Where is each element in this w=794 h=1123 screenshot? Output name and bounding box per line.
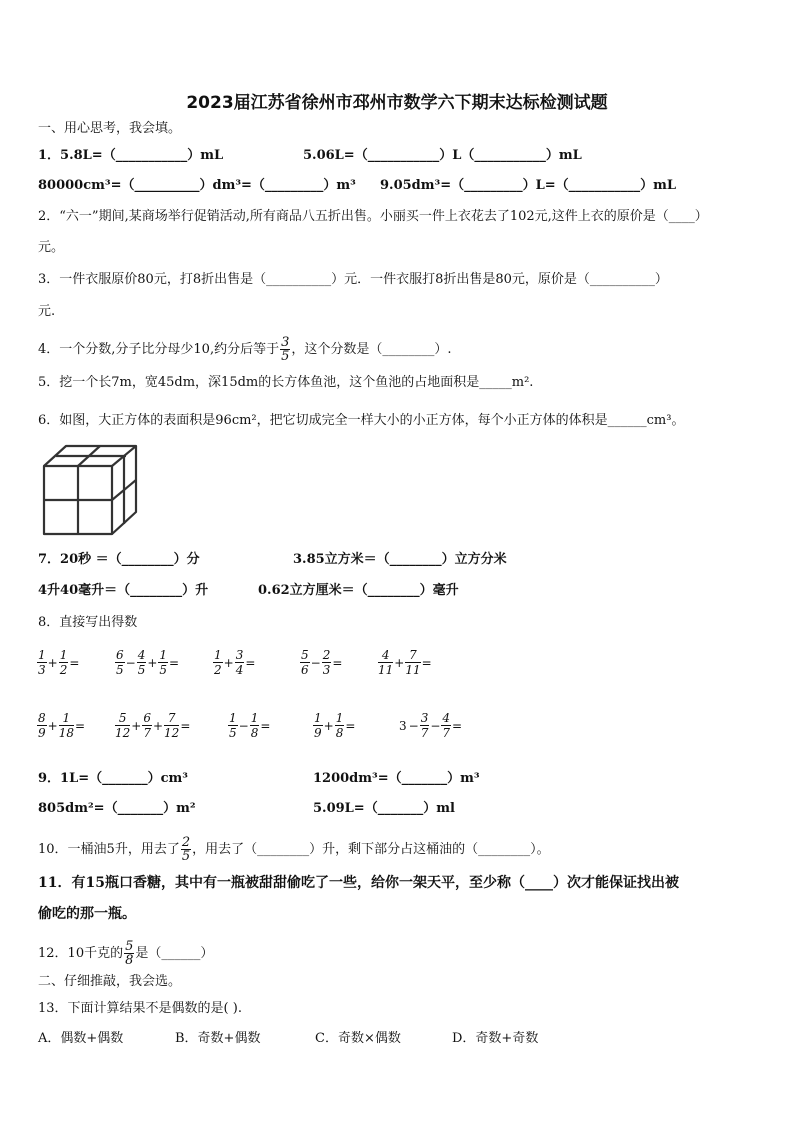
- q8-expression: [378, 648, 433, 677]
- q8-expression: [115, 648, 180, 677]
- q8-fraction: [228, 711, 238, 740]
- q4-fraction: [280, 336, 290, 363]
- q8-operator: +: [223, 655, 234, 670]
- q8-fraction: [37, 648, 47, 677]
- q9c: 805dm²=（_______）m²: [38, 801, 196, 816]
- q8-expression: [213, 648, 256, 677]
- q8-denominator: 9: [38, 726, 46, 740]
- q12: [38, 940, 213, 967]
- q2-cont: 元。: [38, 240, 65, 255]
- q4-denominator: 5: [281, 349, 290, 364]
- q8-fraction: [250, 711, 260, 740]
- q1d: 9.05dm³=（_________）L=（___________）mL: [380, 178, 677, 193]
- q8-fraction: [441, 711, 451, 740]
- q4: [38, 336, 452, 363]
- q8-operator: +: [323, 718, 334, 733]
- q7a: 7．20秒 ＝（________）分: [38, 552, 200, 567]
- q8-equals: =: [421, 655, 432, 670]
- q8-operator: −: [430, 718, 441, 733]
- q8-operator: +: [147, 655, 158, 670]
- q8-expression: [228, 711, 271, 740]
- q10-denominator: 5: [181, 849, 191, 864]
- q8-fraction: [115, 648, 125, 677]
- q12-text: 12．10千克的: [38, 946, 124, 961]
- q13-option-b: B．奇数+偶数: [175, 1031, 261, 1046]
- q8-fraction: [164, 711, 179, 740]
- q8-equals: =: [245, 655, 256, 670]
- q8-denominator: 2: [59, 663, 68, 677]
- q8-fraction: [420, 711, 430, 740]
- q8-denominator: 5: [159, 663, 168, 677]
- q8-fraction: [142, 711, 152, 740]
- q8-fraction: [313, 711, 323, 740]
- q8-equals: =: [260, 718, 271, 733]
- q8-denominator: 11: [405, 663, 421, 677]
- q10-text: 10．一桶油5升，用去了: [38, 842, 180, 857]
- q8-fraction: [322, 648, 332, 677]
- q13: 13．下面计算结果不是偶数的是( ).: [38, 1001, 242, 1016]
- q8-fraction: [378, 648, 393, 677]
- q3: 3．一件衣服原价80元，打8折出售是（__________）元．一件衣服打8折出售是80元，原价是（__________）: [38, 272, 668, 287]
- q8-fraction: [115, 711, 130, 740]
- q8-denominator: 8: [250, 726, 259, 740]
- q13-option-a: A．偶数+偶数: [38, 1031, 124, 1046]
- q8-numerator: 6: [143, 711, 151, 725]
- q8-operator: +: [152, 718, 164, 733]
- q4-numerator: 3: [281, 335, 290, 350]
- q8-expression: [115, 711, 191, 740]
- q4-text: 4．一个分数,分子比分母少10,约分后等于: [38, 342, 280, 357]
- q2: 2．“六一”期间,某商场举行促销活动,所有商品八五折出售。小丽买一件上衣花去了102元,这件上衣的原价是（____）: [38, 209, 708, 224]
- q8-fraction: [213, 648, 223, 677]
- q8-numerator: 1: [59, 711, 74, 726]
- q8-numerator: 1: [38, 648, 46, 662]
- q8-denominator: 6: [301, 663, 309, 677]
- q8-denominator: 18: [58, 726, 74, 740]
- q9a: 9．1L=（_______）cm³: [38, 771, 188, 786]
- q13-option-c: C．奇数×偶数: [315, 1031, 401, 1046]
- q8-denominator: 9: [314, 726, 322, 740]
- q8-numerator: 3: [420, 711, 429, 725]
- q8-numerator: 1: [229, 711, 237, 725]
- q4-text-end: ，这个分数是（________）.: [291, 342, 452, 357]
- q8-numerator: 4: [442, 711, 451, 725]
- q8-denominator: 3: [322, 663, 331, 677]
- q8-denominator: 11: [378, 663, 394, 677]
- section-1-heading: 一、用心思考，我会填。: [38, 121, 182, 136]
- q8-operator: +: [394, 655, 405, 670]
- q8-expression: [37, 648, 80, 677]
- q8-equals: =: [74, 718, 86, 733]
- q8-numerator: 5: [301, 648, 309, 662]
- q8-whole-number: 3: [399, 718, 407, 733]
- q1c: 80000cm³=（__________）dm³=（_________）m³: [38, 178, 356, 193]
- q7c: 4升40毫升＝（________）升: [38, 583, 209, 598]
- q8-expression: [300, 648, 343, 677]
- q3-cont: 元.: [38, 304, 56, 319]
- q8-fraction: [405, 648, 420, 677]
- q8-operator: −: [238, 718, 249, 733]
- q8-fraction: [59, 711, 74, 740]
- q8: 8．直接写出得数: [38, 615, 138, 630]
- q9b: 1200dm³=（_______）m³: [313, 771, 480, 786]
- q8-numerator: 1: [159, 648, 168, 662]
- q8-numerator: 1: [59, 648, 68, 662]
- q8-numerator: 1: [250, 711, 259, 725]
- q8-fraction: [300, 648, 310, 677]
- q12-text-end: 是（______）: [135, 946, 214, 961]
- q8-fraction: [158, 648, 168, 677]
- q8-equals: =: [452, 718, 463, 733]
- q12-numerator: 5: [125, 939, 134, 954]
- q8-expression: [37, 711, 86, 740]
- q8-denominator: 5: [229, 726, 237, 740]
- q8-operator: −: [310, 655, 321, 670]
- q8-numerator: 3: [235, 648, 244, 662]
- q8-numerator: 1: [335, 711, 344, 725]
- q8-numerator: 8: [38, 711, 46, 725]
- q8-denominator: 8: [335, 726, 344, 740]
- q8-numerator: 4: [137, 648, 146, 662]
- q8-operator: +: [131, 718, 142, 733]
- q8-operator: −: [408, 718, 419, 733]
- q10-numerator: 2: [181, 835, 191, 850]
- q8-denominator: 2: [214, 663, 222, 677]
- q8-fraction: [137, 648, 147, 677]
- cube-figure: [40, 440, 140, 540]
- q8-fraction: [235, 648, 245, 677]
- q7d: 0.62立方厘米＝（________）毫升: [258, 583, 459, 598]
- q8-operator: −: [125, 655, 136, 670]
- q8-denominator: 7: [442, 726, 451, 740]
- q5: 5．挖一个长7m，宽45dm，深15dm的长方体鱼池，这个鱼池的占地面积是_____m².: [38, 375, 534, 390]
- q8-numerator: 1: [314, 711, 322, 725]
- q7b: 3.85立方米＝（________）立方分米: [293, 552, 507, 567]
- q12-fraction: [124, 940, 134, 967]
- q8-fraction: [335, 711, 345, 740]
- q8-denominator: 12: [164, 726, 180, 740]
- q8-equals: =: [180, 718, 191, 733]
- q1b: 5.06L=（___________）L（___________）mL: [303, 148, 582, 163]
- q8-denominator: 4: [235, 663, 244, 677]
- q8-denominator: 5: [137, 663, 146, 677]
- q9d: 5.09L=（_______）ml: [313, 801, 455, 816]
- q8-denominator: 7: [420, 726, 429, 740]
- q10-fraction: [181, 836, 191, 863]
- q11-cont: 偷吃的那一瓶。: [38, 906, 136, 922]
- q8-expression: [398, 711, 463, 740]
- q8-denominator: 7: [143, 726, 151, 740]
- q8-equals: =: [169, 655, 180, 670]
- q10: [38, 836, 550, 863]
- q6: 6．如图，大正方体的表面积是96cm²，把它切成完全一样大小的小正方体，每个小正方体的体积是______cm³。: [38, 413, 685, 428]
- q12-denominator: 8: [125, 953, 134, 968]
- q8-equals: =: [345, 718, 356, 733]
- q8-numerator: 2: [322, 648, 331, 662]
- section-2-heading: 二、仔细推敲，我会选。: [38, 974, 182, 989]
- q8-numerator: 7: [405, 648, 420, 663]
- q8-fraction: [59, 648, 69, 677]
- q8-numerator: 5: [115, 711, 130, 726]
- q8-denominator: 12: [115, 726, 131, 740]
- q8-denominator: 5: [116, 663, 124, 677]
- q8-equals: =: [69, 655, 80, 670]
- q8-operator: +: [47, 718, 58, 733]
- q8-operator: +: [47, 655, 58, 670]
- q8-equals: =: [332, 655, 343, 670]
- q8-expression: [313, 711, 356, 740]
- q8-denominator: 3: [38, 663, 46, 677]
- q1a: 1．5.8L=（___________）mL: [38, 148, 224, 163]
- q10-text-end: ，用去了（________）升，剩下部分占这桶油的（________）。: [192, 842, 550, 857]
- q8-fraction: [37, 711, 47, 740]
- q8-numerator: 4: [378, 648, 393, 663]
- q11: 11．有15瓶口香糖，其中有一瓶被甜甜偷吃了一些，给你一架天平，至少称（____）次才能保证找出被: [38, 875, 679, 891]
- q8-numerator: 6: [116, 648, 124, 662]
- page-title: 2023届江苏省徐州市邳州市数学六下期末达标检测试题: [186, 93, 608, 113]
- q8-numerator: 1: [214, 648, 222, 662]
- q8-numerator: 7: [164, 711, 179, 726]
- q13-option-d: D．奇数+奇数: [452, 1031, 539, 1046]
